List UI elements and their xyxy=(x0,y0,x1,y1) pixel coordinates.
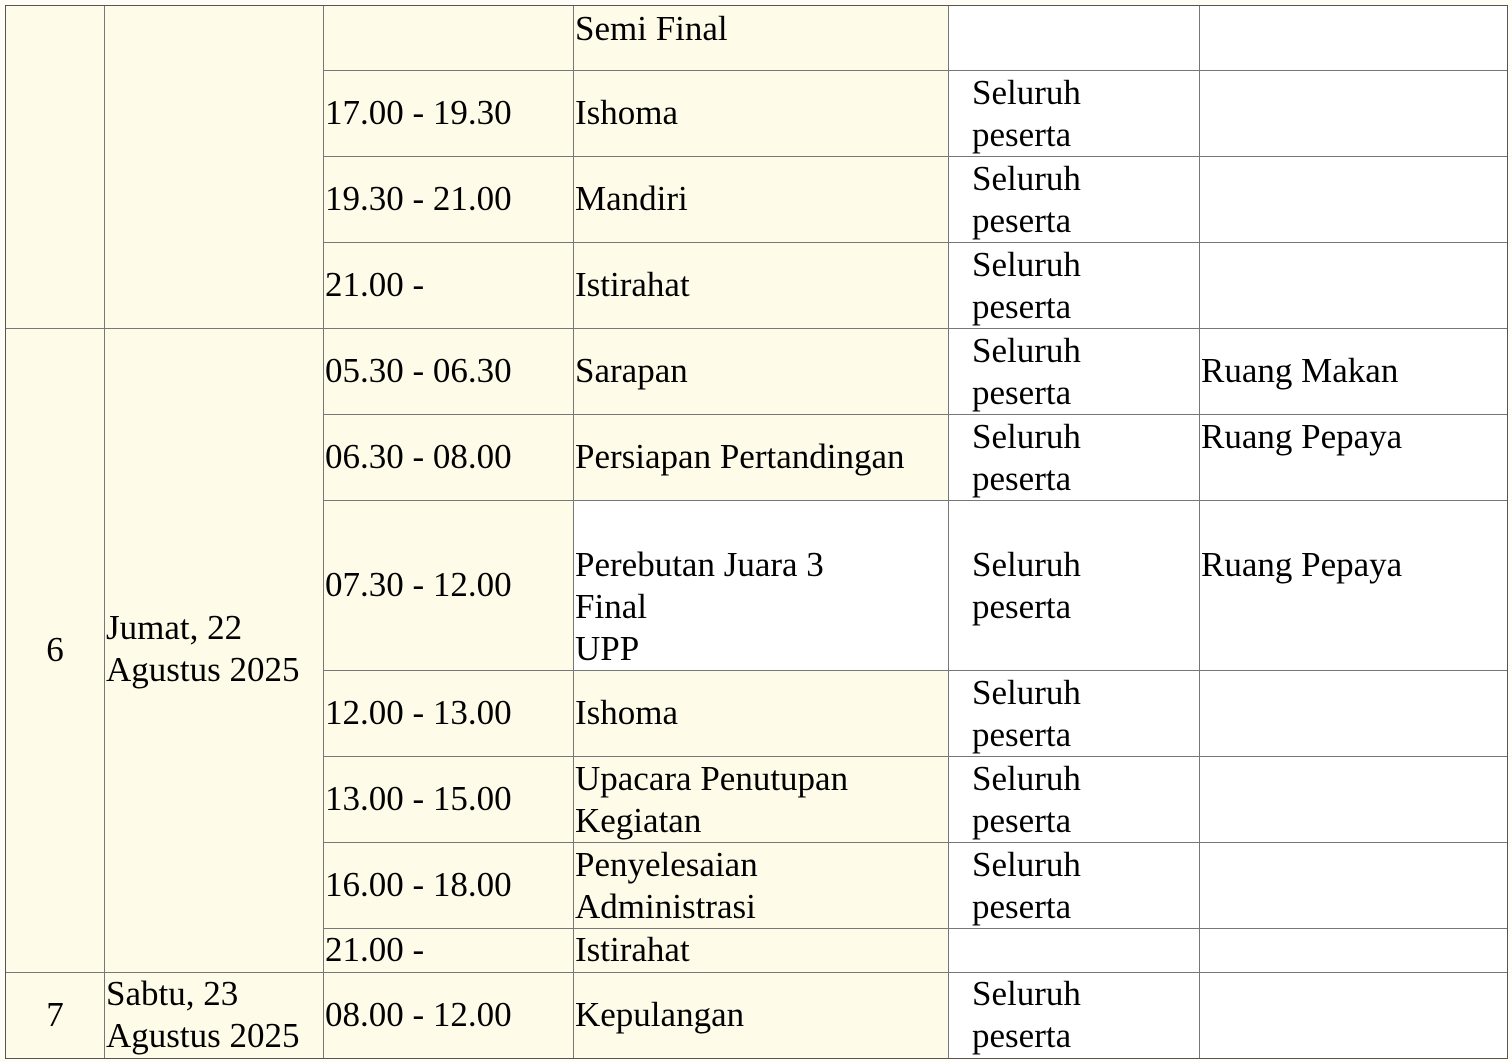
participants-cell: Seluruh peserta xyxy=(972,974,1081,1055)
activity-cell: Istirahat xyxy=(575,930,690,969)
time-cell: 06.30 - 08.00 xyxy=(325,437,512,476)
time-cell: 12.00 - 13.00 xyxy=(325,693,512,732)
day-date: Sabtu, 23 Agustus 2025 xyxy=(106,974,300,1055)
row-divider xyxy=(323,928,1508,929)
time-cell: 13.00 - 15.00 xyxy=(325,779,512,818)
time-cell: 19.30 - 21.00 xyxy=(325,179,512,218)
day-number: 7 xyxy=(46,995,64,1034)
row-divider xyxy=(323,70,1508,71)
day-divider xyxy=(6,328,1508,329)
day-date: Jumat, 22 Agustus 2025 xyxy=(106,608,300,689)
activity-cell: Upacara Penutupan Kegiatan xyxy=(575,759,849,840)
row-divider xyxy=(323,756,1508,757)
col-divider xyxy=(948,6,949,1059)
col-divider xyxy=(104,6,105,1059)
time-cell: 05.30 - 06.30 xyxy=(325,351,512,390)
participants-cell: Seluruh peserta xyxy=(972,245,1081,326)
row-divider xyxy=(323,156,1508,157)
activity-cell: Semi Final xyxy=(575,9,728,48)
location-cell: Ruang Pepaya xyxy=(1201,545,1403,584)
time-cell: 17.00 - 19.30 xyxy=(325,93,512,132)
activity-cell: Sarapan xyxy=(575,351,688,390)
activity-cell: Mandiri xyxy=(575,179,688,218)
location-cell: Ruang Pepaya xyxy=(1201,417,1403,456)
participants-cell: Seluruh peserta xyxy=(972,545,1081,626)
col-divider xyxy=(323,6,324,1059)
activity-cell: Istirahat xyxy=(575,265,690,304)
row-divider xyxy=(323,500,1508,501)
row-divider xyxy=(323,842,1508,843)
activity-cell: Ishoma xyxy=(575,93,679,132)
location-cell: Ruang Makan xyxy=(1201,351,1399,390)
activity-cell: Ishoma xyxy=(575,693,679,732)
time-cell: 16.00 - 18.00 xyxy=(325,865,512,904)
time-cell: 21.00 - xyxy=(325,265,425,304)
row-divider xyxy=(323,242,1508,243)
col-divider xyxy=(573,6,574,1059)
time-cell: 07.30 - 12.00 xyxy=(325,565,512,604)
activity-cell: Kepulangan xyxy=(575,995,745,1034)
participants-cell: Seluruh peserta xyxy=(972,331,1081,412)
activity-cell: Persiapan Pertandingan xyxy=(575,437,905,476)
time-cell: 21.00 - xyxy=(325,930,425,969)
participants-cell: Seluruh peserta xyxy=(972,673,1081,754)
participants-cell: Seluruh peserta xyxy=(972,159,1081,240)
participants-cell: Seluruh peserta xyxy=(972,759,1081,840)
participants-cell: Seluruh peserta xyxy=(972,845,1081,926)
participants-cell: Seluruh peserta xyxy=(972,73,1081,154)
time-cell: 08.00 - 12.00 xyxy=(325,995,512,1034)
schedule-table xyxy=(5,5,1508,1059)
row-divider xyxy=(323,414,1508,415)
activity-cell: Perebutan Juara 3 Final UPP xyxy=(575,545,824,668)
activity-cell: Penyelesaian Administrasi xyxy=(575,845,758,926)
row-divider xyxy=(323,670,1508,671)
col-divider xyxy=(1199,6,1200,1059)
participants-cell: Seluruh peserta xyxy=(972,417,1081,498)
day-number: 6 xyxy=(46,630,64,669)
